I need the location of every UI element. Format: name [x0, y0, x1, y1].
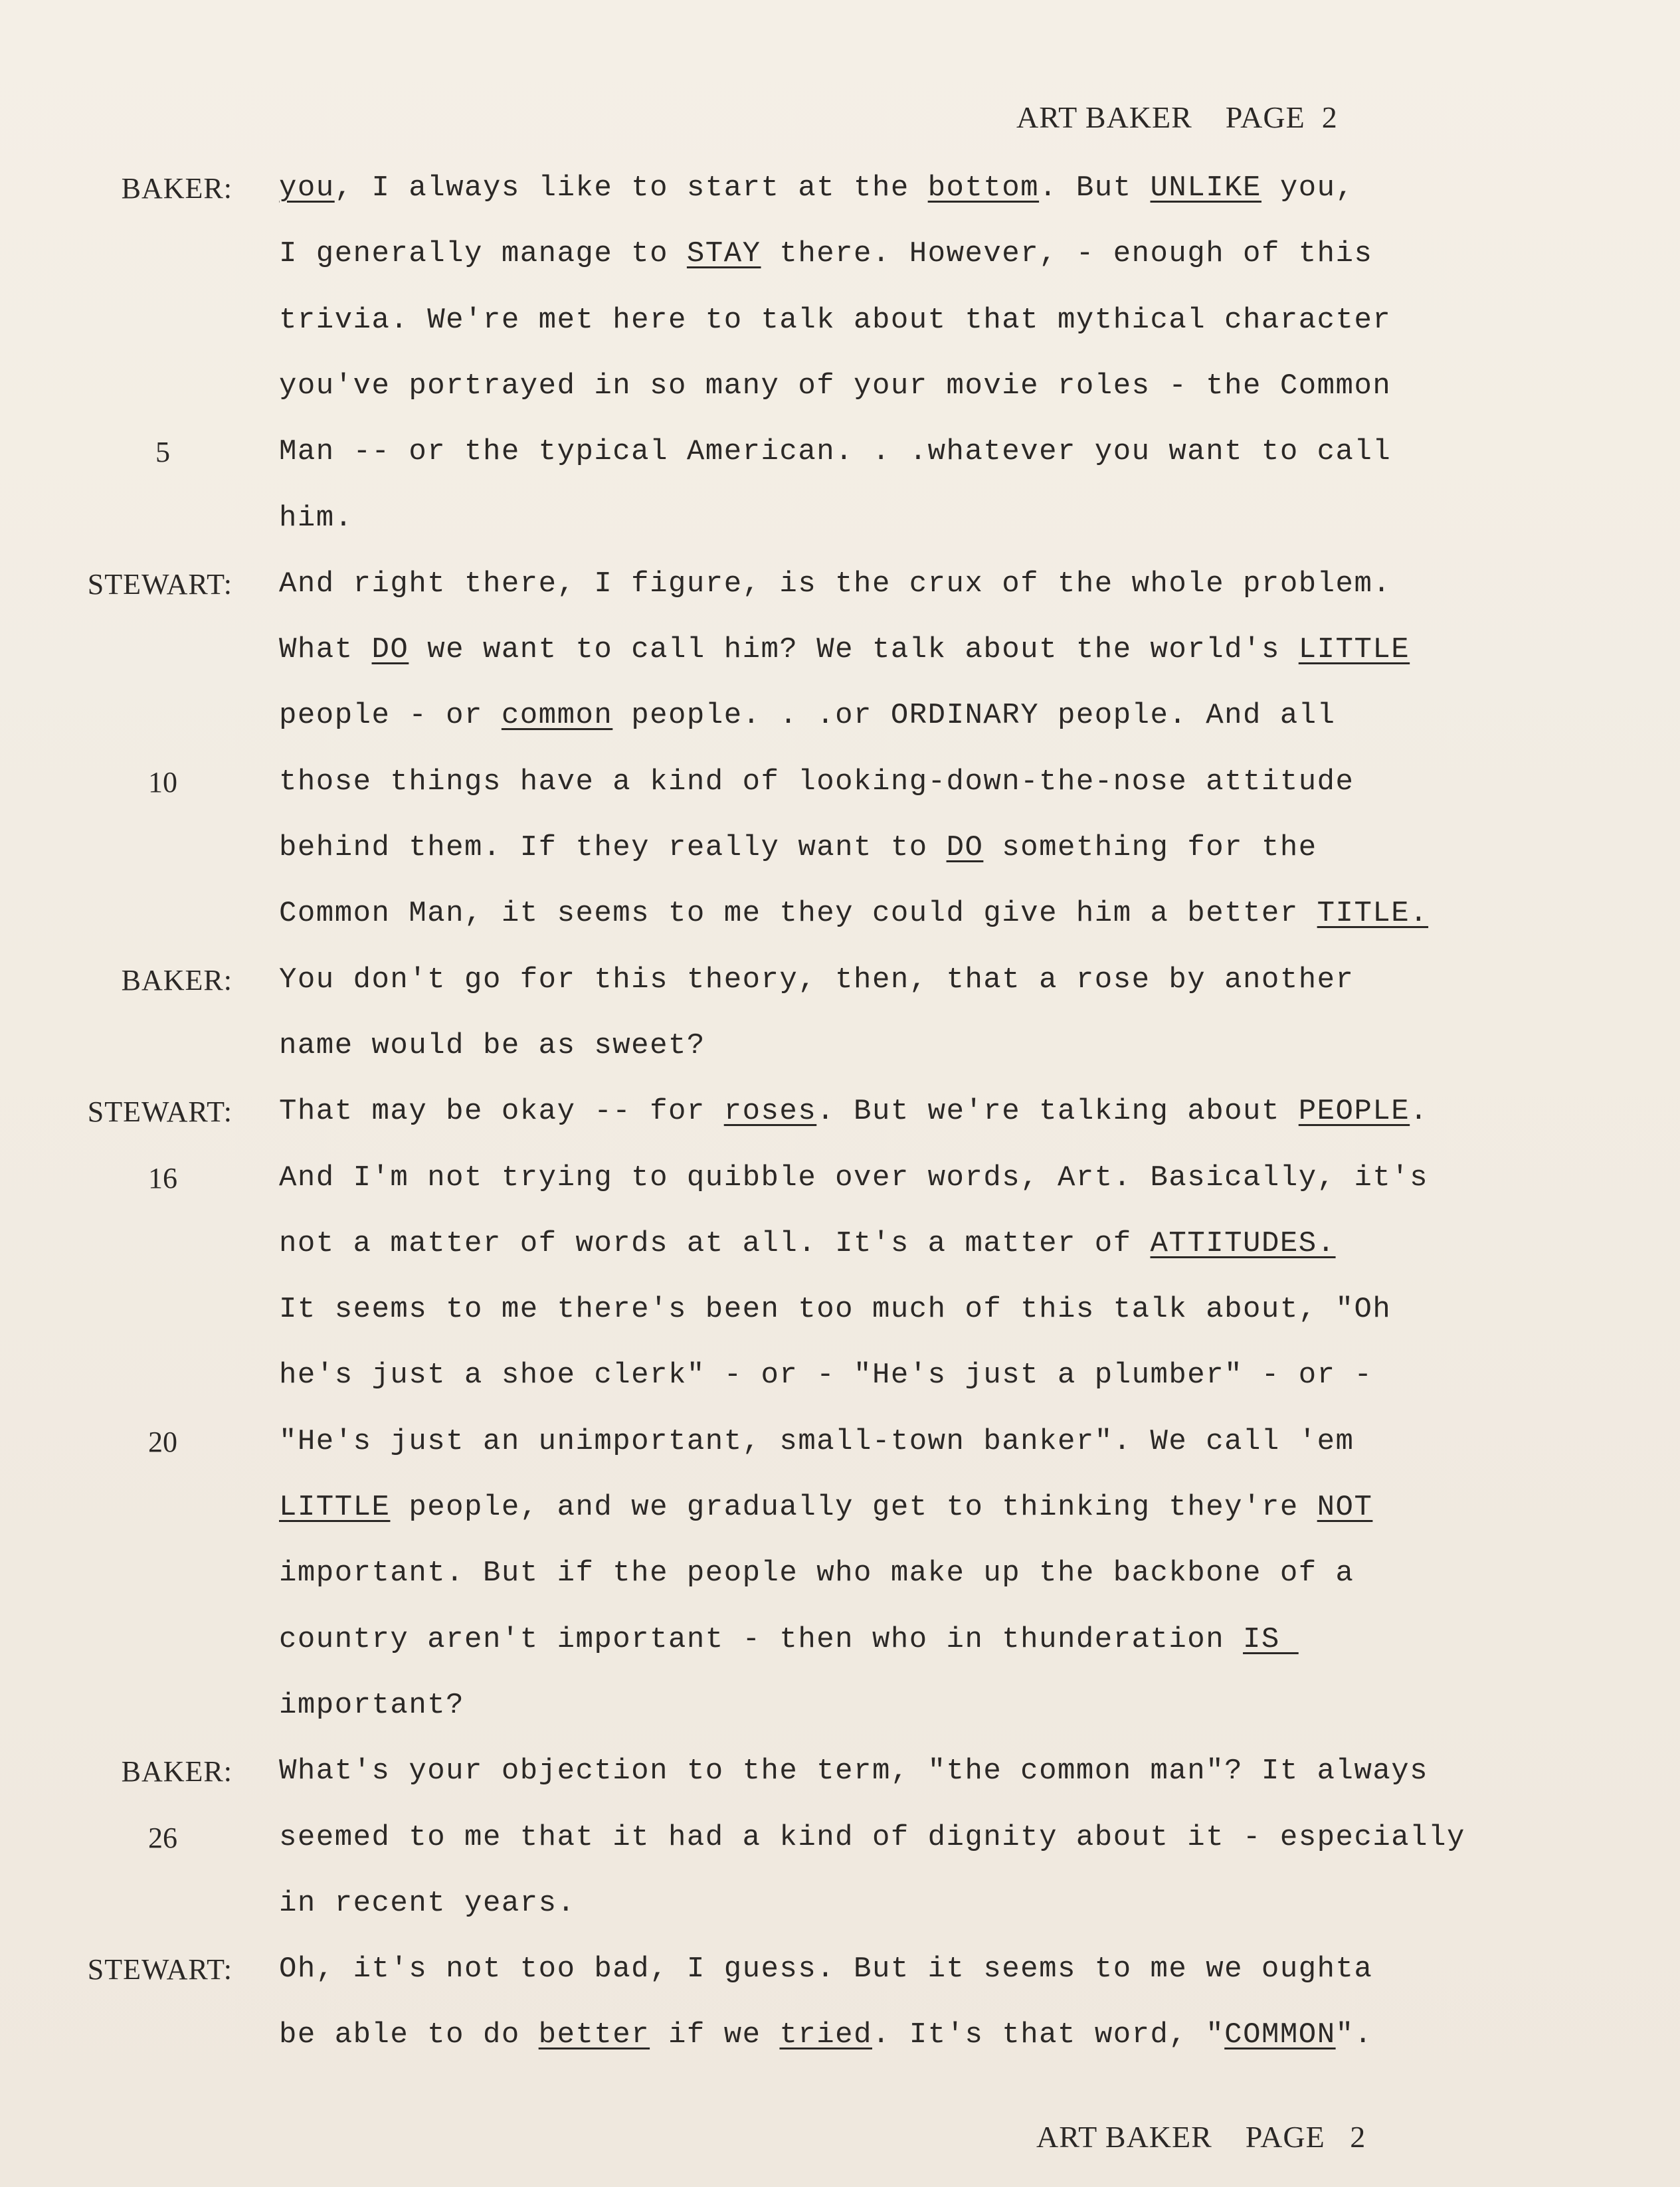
dialogue-text: [279, 171, 1640, 205]
script-line: [0, 502, 1680, 548]
text-segment: , I always like to start at the: [334, 171, 928, 205]
text-segment: .: [1410, 1095, 1429, 1128]
text-segment: people - or: [279, 699, 502, 732]
script-line: [0, 2018, 1680, 2065]
dialogue-text: [279, 1887, 1640, 1920]
dialogue-text: [279, 1821, 1640, 1854]
text-segment: It seems to me there's been too much of this talk about, "Oh: [279, 1293, 1392, 1326]
line-number: 5: [155, 436, 170, 468]
text-segment: Common Man, it seems to me they could give him a better: [279, 897, 1317, 930]
underlined-text: PEOPLE: [1298, 1095, 1410, 1128]
script-line: [0, 699, 1680, 745]
dialogue-text: [279, 1557, 1640, 1590]
underlined-text: NOT: [1317, 1491, 1373, 1524]
script-line: [0, 1425, 1680, 1472]
text-segment: That may be okay -- for: [279, 1095, 724, 1128]
dialogue-text: [279, 435, 1640, 468]
text-segment: And I'm not trying to quibble over words, Art. Basically, it's: [279, 1161, 1429, 1194]
script-line: [0, 1887, 1680, 1933]
text-segment: he's just a shoe clerk" - or - "He's just a plumber" - or -: [279, 1359, 1373, 1392]
script-line: [0, 304, 1680, 350]
text-segment: You don't go for this theory, then, that a rose by another: [279, 963, 1354, 997]
text-segment: I generally manage to: [279, 237, 687, 270]
dialogue-text: [279, 502, 1640, 535]
text-segment: important. But if the people who make up the backbone of a: [279, 1557, 1354, 1590]
dialogue-text: [279, 1425, 1640, 1458]
underlined-text: COMMON: [1224, 2018, 1336, 2051]
text-segment: . But we're talking about: [816, 1095, 1299, 1128]
underlined-text: TITLE.: [1317, 897, 1429, 930]
speaker-label: STEWART:: [87, 1953, 233, 1986]
script-line: [0, 633, 1680, 680]
script-line: [0, 1755, 1680, 1801]
text-segment: ".: [1335, 2018, 1373, 2051]
script-line: [0, 1491, 1680, 1537]
underlined-text: ATTITUDES.: [1150, 1227, 1336, 1260]
text-segment: him.: [279, 502, 353, 535]
dialogue-text: [279, 1227, 1640, 1260]
script-line: [0, 171, 1680, 218]
dialogue-text: [279, 1689, 1640, 1722]
line-number: 26: [148, 1822, 177, 1854]
underlined-text: IS: [1243, 1623, 1299, 1656]
script-line: [0, 1821, 1680, 1867]
page-footer: ART BAKER PAGE 2: [1036, 2120, 1366, 2154]
text-segment: something for the: [983, 831, 1317, 864]
underlined-text: bottom: [927, 171, 1040, 205]
dialogue-text: [279, 963, 1640, 997]
underlined-text: DO: [946, 831, 984, 864]
page-header: ART BAKER PAGE 2: [1016, 100, 1338, 134]
text-segment: people. . .or ORDINARY people. And all: [612, 699, 1336, 732]
underlined-text: roses: [723, 1095, 817, 1128]
dialogue-text: [279, 1359, 1640, 1392]
script-line: [0, 237, 1680, 284]
dialogue-text: [279, 2018, 1640, 2051]
text-segment: those things have a kind of looking-down-the-nose attitude: [279, 765, 1354, 799]
script-line: [0, 567, 1680, 614]
text-segment: Oh, it's not too bad, I guess. But it seems to me we oughta: [279, 1952, 1373, 1986]
text-segment: you,: [1261, 171, 1354, 205]
dialogue-text: [279, 699, 1640, 732]
text-segment: What's your objection to the term, "the common man"? It always: [279, 1755, 1429, 1788]
text-segment: not a matter of words at all. It's a matter of: [279, 1227, 1151, 1260]
script-line: [0, 1359, 1680, 1405]
dialogue-text: [279, 1161, 1640, 1194]
text-segment: seemed to me that it had a kind of dignity about it - especially: [279, 1821, 1465, 1854]
script-line: [0, 1095, 1680, 1141]
script-line: [0, 435, 1680, 482]
dialogue-text: [279, 765, 1640, 799]
text-segment: . But: [1039, 171, 1151, 205]
speaker-label: BAKER:: [121, 172, 233, 205]
text-segment: you've portrayed in so many of your movie roles - the Common: [279, 369, 1392, 403]
underlined-text: common: [501, 699, 613, 732]
text-segment: important?: [279, 1689, 465, 1722]
dialogue-text: [279, 1952, 1640, 1986]
script-line: [0, 1029, 1680, 1076]
text-segment: there. However, - enough of this: [761, 237, 1373, 270]
dialogue-text: [279, 369, 1640, 403]
dialogue-text: [279, 237, 1640, 270]
dialogue-text: [279, 1491, 1640, 1524]
underlined-text: you: [279, 171, 335, 205]
dialogue-text: [279, 831, 1640, 864]
underlined-text: LITTLE: [1298, 633, 1410, 666]
dialogue-text: [279, 567, 1640, 601]
underlined-text: better: [538, 2018, 650, 2051]
text-segment: people, and we gradually get to thinking they're: [390, 1491, 1317, 1524]
script-line: [0, 1689, 1680, 1735]
underlined-text: LITTLE: [279, 1491, 391, 1524]
script-line: [0, 1557, 1680, 1603]
underlined-text: DO: [371, 633, 409, 666]
dialogue-text: [279, 897, 1640, 930]
speaker-label: STEWART:: [87, 568, 233, 601]
script-line: [0, 897, 1680, 943]
dialogue-text: [279, 1623, 1640, 1656]
underlined-text: STAY: [686, 237, 761, 270]
script-line: [0, 831, 1680, 878]
dialogue-text: [279, 633, 1640, 666]
script-line: [0, 1623, 1680, 1669]
text-segment: behind them. If they really want to: [279, 831, 947, 864]
dialogue-text: [279, 1293, 1640, 1326]
text-segment: What: [279, 633, 372, 666]
text-segment: we want to call him? We talk about the world's: [409, 633, 1299, 666]
text-segment: trivia. We're met here to talk about that mythical character: [279, 304, 1392, 337]
script-line: [0, 369, 1680, 416]
line-number: 10: [148, 766, 177, 799]
text-segment: Man -- or the typical American. . .whatever you want to call: [279, 435, 1392, 468]
text-segment: name would be as sweet?: [279, 1029, 705, 1062]
script-line: [0, 765, 1680, 812]
script-line: [0, 1293, 1680, 1339]
dialogue-text: [279, 1095, 1640, 1128]
script-line: [0, 1161, 1680, 1208]
underlined-text: tried: [779, 2018, 872, 2051]
dialogue-text: [279, 1029, 1640, 1062]
line-number: 20: [148, 1426, 177, 1458]
text-segment: And right there, I figure, is the crux of the whole problem.: [279, 567, 1392, 601]
speaker-label: STEWART:: [87, 1095, 233, 1128]
script-line: [0, 1952, 1680, 1999]
script-line: [0, 963, 1680, 1010]
script-line: [0, 1227, 1680, 1274]
text-segment: if we: [650, 2018, 780, 2051]
text-segment: in recent years.: [279, 1887, 576, 1920]
text-segment: be able to do: [279, 2018, 539, 2051]
speaker-label: BAKER:: [121, 1755, 233, 1788]
text-segment: country aren't important - then who in thunderation: [279, 1623, 1244, 1656]
dialogue-text: [279, 1755, 1640, 1788]
underlined-text: UNLIKE: [1150, 171, 1261, 205]
text-segment: "He's just an unimportant, small-town banker". We call 'em: [279, 1425, 1354, 1458]
dialogue-text: [279, 304, 1640, 337]
line-number: 16: [148, 1162, 177, 1194]
text-segment: . It's that word, ": [872, 2018, 1225, 2051]
speaker-label: BAKER:: [121, 964, 233, 997]
